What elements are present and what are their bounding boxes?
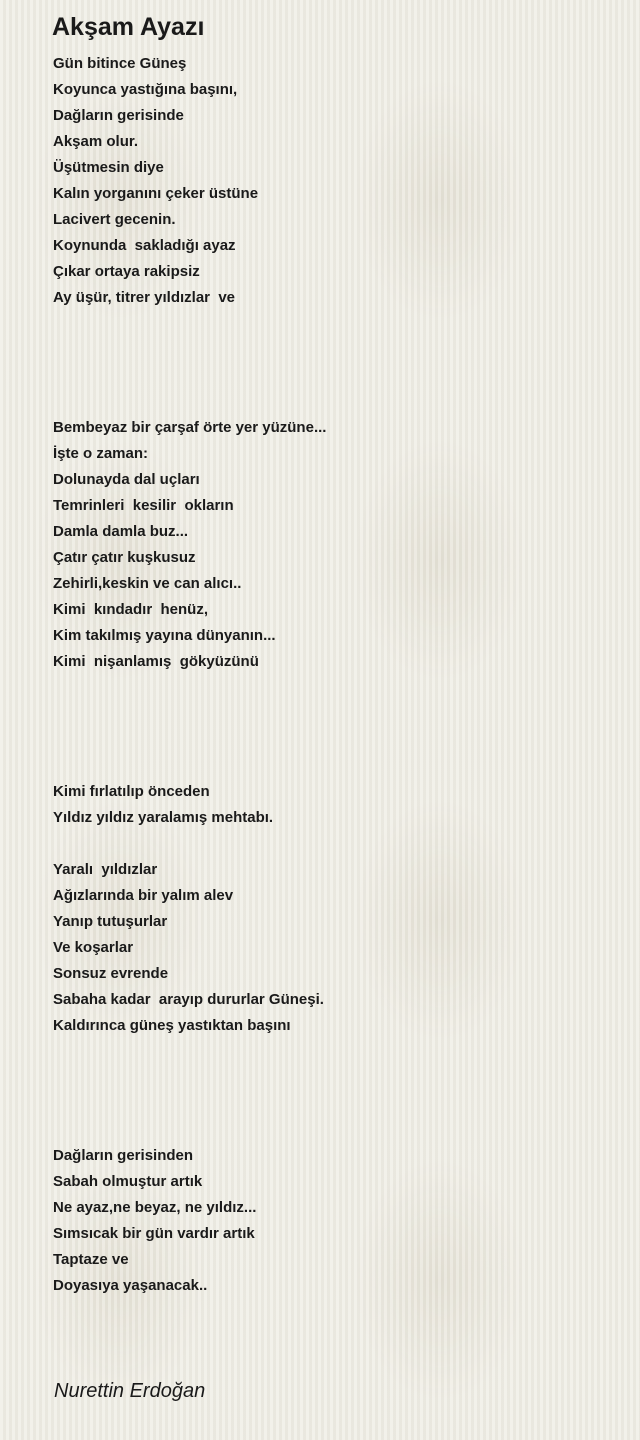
poem-blank-line (53, 727, 613, 753)
poem-line: Kalın yorganını çeker üstüne (53, 185, 259, 202)
poem-line: Sabah olmuştur artık (53, 1173, 203, 1190)
poem-line: Temrinleri kesilir okların (53, 497, 234, 514)
poem-line: Doyasıya yaşanacak.. (53, 1277, 208, 1294)
poem-blank-line (53, 337, 613, 363)
poem-line: Lacivert gecenin. (53, 211, 176, 228)
poem-blank-line (53, 389, 613, 415)
poem-line: Kimi nişanlamış gökyüzünü (53, 653, 259, 670)
poem-line: Kaldırınca güneş yastıktan başını (53, 1017, 291, 1034)
poem-line: Dolunayda dal uçları (53, 471, 200, 488)
poem-line: Koynunda sakladığı ayaz (53, 237, 236, 254)
poem-line: Dağların gerisinde (53, 107, 184, 124)
poem-blank-line (53, 1039, 613, 1065)
poem-line: Ne ayaz,ne beyaz, ne yıldız... (53, 1199, 257, 1216)
poem-line: Taptaze ve (53, 1251, 129, 1268)
poem-line: Yanıp tutuşurlar (53, 913, 168, 930)
poem-body (53, 51, 613, 1299)
poem-line: Yaralı yıldızlar (53, 861, 158, 878)
poem-line: Yıldız yıldız yaralamış mehtabı. (53, 809, 274, 826)
poem-title: Akşam Ayazı (52, 13, 205, 41)
poem-line: Sabaha kadar arayıp dururlar Güneşi. (53, 991, 324, 1008)
poem-line: Kimi kındadır henüz, (53, 601, 209, 618)
poem-line: Ay üşür, titrer yıldızlar ve (53, 289, 236, 306)
poem-line: Sonsuz evrende (53, 965, 169, 982)
poem-line: Üşütmesin diye (53, 159, 164, 176)
poem-line: Bembeyaz bir çarşaf örte yer yüzüne... (53, 419, 327, 436)
poem-line: Akşam olur. (53, 133, 139, 150)
poem-line: Sımsıcak bir gün vardır artık (53, 1225, 255, 1242)
poem-blank-line (53, 1117, 613, 1143)
poem-line: Koyunca yastığına başını, (53, 81, 238, 98)
poem-author: Nurettin Erdoğan (54, 1380, 206, 1402)
poem-line: Zehirli,keskin ve can alıcı.. (53, 575, 242, 592)
poem-blank-line (53, 1065, 613, 1091)
poem-blank-line (53, 675, 613, 701)
poem-line: Kimi fırlatılıp önceden (53, 783, 210, 800)
poem-line: İşte o zaman: (53, 445, 149, 462)
poem-line: Ve koşarlar (53, 939, 134, 956)
poem-line: Damla damla buz... (53, 523, 189, 540)
poem-blank-line (53, 311, 613, 337)
poem-line: Dağların gerisinden (53, 1147, 194, 1164)
poem-blank-line (53, 831, 613, 857)
poem-line: Kim takılmış yayına dünyanın... (53, 627, 276, 644)
poem-blank-line (53, 1091, 613, 1117)
poem-blank-line (53, 753, 613, 779)
poem-line: Çıkar ortaya rakipsiz (53, 263, 200, 280)
poem-blank-line (53, 701, 613, 727)
poem-line: Gün bitince Güneş (53, 55, 187, 72)
poem-blank-line (53, 363, 613, 389)
poem-line: Ağızlarında bir yalım alev (53, 887, 234, 904)
poem-line: Çatır çatır kuşkusuz (53, 549, 196, 566)
